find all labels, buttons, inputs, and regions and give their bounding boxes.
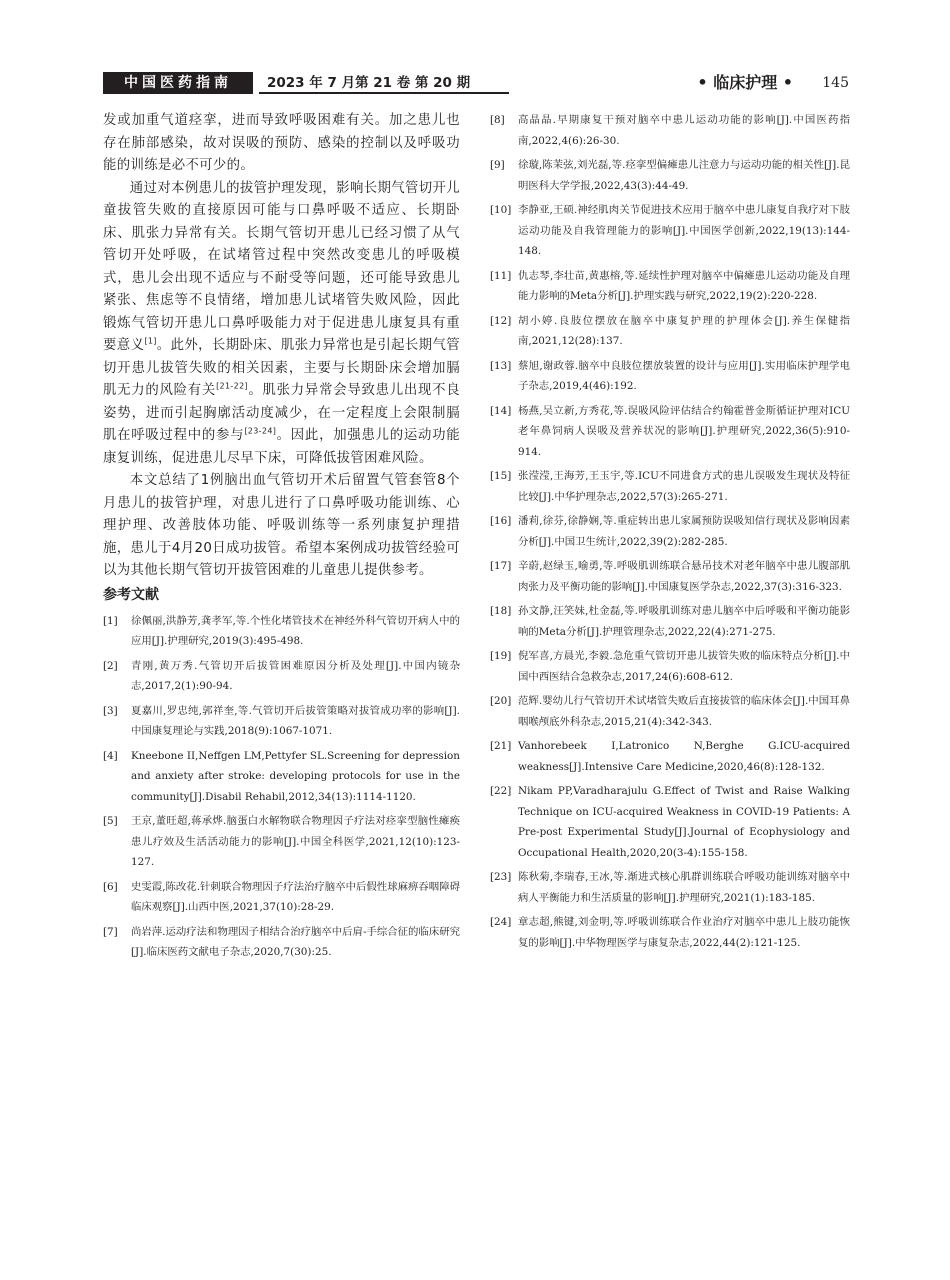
reference-item (103, 811, 460, 873)
reference-item (103, 746, 460, 808)
reference-text: 范辉.婴幼儿行气管切开术试堵管失败后直接拔管的临床体会[J].中国耳鼻咽喉颅底外科杂志,2015,21(4):342-343. (518, 695, 850, 728)
issue-info: 2023 年 7 月第 21 卷 第 20 期 (259, 72, 509, 94)
reference-number: [1] (103, 614, 118, 627)
reference-number: [4] (103, 749, 118, 762)
references-heading: 参考文献 (103, 586, 159, 603)
section-title: • 临床护理 • (697, 73, 793, 92)
reference-item (490, 867, 850, 908)
reference-text: 高晶晶.早期康复干预对脑卒中患儿运动功能的影响[J].中国医药指南,2022,4(6):26-30. (518, 114, 850, 147)
paragraph-text: 。因此，加强患儿的运动功能康复训练，促进患儿尽早下床，可降低拔管困难风险。 (103, 428, 460, 466)
reference-number: [21] (490, 740, 512, 752)
reference-text: 仇志琴,李壮苗,黄惠榕,等.延续性护理对脑卒中偏瘫患儿运动功能及自理能力影响的Meta分析[J].护理实践与研究,2022,19(2):220-228. (518, 269, 850, 302)
paragraph-text: 。此外，长期卧床、肌张力异常也是引起长期气管切开患儿拔管失败的相关因素，主要与长期卧床会增加膈肌无力的风险有关 (103, 338, 460, 398)
reference-item (103, 656, 460, 697)
reference-item (490, 601, 850, 642)
reference-text: 孙文静,汪笑妹,杜金磊,等.呼吸肌训练对患儿脑卒中后呼吸和平衡功能影响的Meta分析[J].护理管理杂志,2022,22(4):271-275. (518, 605, 850, 638)
right-column (490, 110, 850, 957)
reference-item (103, 877, 460, 918)
reference-text: 辛蔚,赵绿玉,喻勇,等.呼吸肌训练联合悬吊技术对老年脑卒中患儿腹部肌肉张力及平衡功能的影响[J].中国康复医学杂志,2022,37(3):316-323. (518, 560, 850, 593)
reference-number: [6] (103, 880, 118, 893)
paragraph-text: 通过对本例患儿的拔管护理发现，影响长期气管切开儿童拔管失败的直接原因可能与口鼻呼吸不适应、长期卧床、肌张力异常有关。长期气管切开患儿已经习惯了从气管切开处呼吸，在试堵管过程中突然改变患儿的呼吸模式，患儿会出现不适应与不耐受等问题，还可能导致患儿紧张、焦虑等不良情绪，增加患儿试堵管失败风险，因此锻炼气管切开患儿口鼻呼吸能力对于促进患儿康复具有重要意义 (103, 180, 460, 353)
reference-number: [24] (490, 916, 512, 928)
reference-item (490, 511, 850, 552)
reference-item (490, 912, 850, 953)
reference-text: 倪军喜,方晨光,李毅.急危重气管切开患儿拔管失败的临床特点分析[J].中国中西医结合急救杂志,2017,24(6):608-612. (518, 650, 850, 683)
reference-number: [22] (490, 785, 512, 797)
reference-number: [16] (490, 515, 512, 527)
reference-text: 杨燕,吴立新,方秀花,等.误吸风险评估结合约翰霍普金斯循证护理对ICU老年鼻饲病人误吸及营养状况的影响[J].护理研究,2022,36(5):910-914. (518, 404, 850, 458)
reference-number: [8] (490, 114, 505, 126)
reference-item (490, 155, 850, 196)
reference-number: [14] (490, 404, 512, 417)
reference-text: 徐璇,陈茉弦,刘光磊,等.痉挛型偏瘫患儿注意力与运动功能的相关性[J].昆明医科大学学报,2022,43(3):44-49. (518, 159, 850, 192)
reference-number: [15] (490, 470, 512, 482)
paragraph-conclusion: 本文总结了1例脑出血气管切开术后留置气管套管8个月患儿的拔管护理，对患儿进行了口鼻呼吸功能训练、心理护理、改善肢体功能、呼吸训练等一系列康复护理措施，患儿于4月20日成功拔管。希望本案例成功拔管经验可以为其他长期气管切开拔管困难的儿童患儿提供参考。 (103, 473, 460, 578)
reference-number: [23] (490, 871, 512, 883)
reference-item (103, 611, 460, 652)
reference-item (490, 311, 850, 352)
reference-text: 史雯霞,陈改花.针刺联合物理因子疗法治疗脑卒中后假性球麻痹吞咽障碍临床观察[J].山西中医,2021,37(10):28-29. (131, 880, 460, 913)
reference-text: 李静亚,王硕.神经肌肉关节促进技术应用于脑卒中患儿康复自我疗对下肢运动功能及自我管理能力的影响[J].中国医学创新,2022,19(13):144-148. (518, 204, 850, 257)
reference-number: [18] (490, 605, 512, 617)
paragraph-discussion (103, 178, 460, 471)
reference-number: [12] (490, 314, 512, 327)
reference-item (490, 266, 850, 307)
paragraph-text: 。肌张力异常会导致患儿出现不良姿势，进而引起胸廓活动度减少，在一定程度上会限制膈肌在呼吸过程中的参与 (103, 383, 460, 443)
reference-text: 张滢滢,王海芳,王玉宇,等.ICU不同进食方式的患儿误吸发生现状及特征比较[J].中华护理杂志,2022,57(3):265-271. (518, 470, 850, 503)
reference-text: 青刚,黄万秀.气管切开后拔管困难原因分析及处理[J].中国内镜杂志,2017,2(1):90-94. (131, 659, 460, 692)
reference-item (490, 466, 850, 507)
reference-text: 潘莉,徐芬,徐静娴,等.重症转出患儿家属预防误吸知信行现状及影响因素分析[J].中国卫生统计,2022,39(2):282-285. (518, 515, 850, 548)
reference-item (490, 691, 850, 732)
journal-name: 中国医药指南 (103, 72, 253, 94)
reference-item (490, 401, 850, 463)
reference-item (490, 110, 850, 151)
reference-text: 王京,董旺超,蒋承烨.脑蛋白水解物联合物理因子疗法对痉挛型脑性瘫痪患儿疗效及生活活动能力的影响[J].中国全科医学,2021,12(10):123-127. (131, 815, 460, 868)
reference-number: [7] (103, 925, 118, 938)
references-list-left (103, 611, 460, 963)
paragraph-continued: 发或加重气道痉挛，进而导致呼吸困难有关。加之患儿也存在肺部感染，故对误吸的预防、感染的控制以及呼吸功能的训练是必不可少的。 (103, 113, 460, 173)
reference-number: [5] (103, 815, 118, 827)
reference-item (490, 356, 850, 397)
reference-number: [20] (490, 695, 512, 707)
reference-item (103, 922, 460, 963)
reference-text: Nikam PP,Varadharajulu G.Effect of Twist and Raise Walking Technique on ICU-acquired Weakness in COVID-19 Patients: A Pre-post Experimental Study[J].Journal of Ecophysiology and Occupational Health,2020,20(3-4):155-158. (518, 785, 850, 859)
references-list-right (490, 110, 850, 953)
reference-text: Kneebone II,Neffgen LM,Pettyfer SL.Screening for depression and anxiety after stroke: developing protocols for use in the community[J].Disabil Rehabil,2012,34(13):1114-1120. (131, 749, 460, 803)
reference-text: 夏嘉川,罗忠纯,郭祥奎,等.气管切开后拔管策略对拔管成功率的影响[J].中国康复理论与实践,2018(9):1067-1071. (131, 704, 460, 737)
reference-item (103, 701, 460, 742)
reference-number: [10] (490, 204, 512, 216)
reference-number: [11] (490, 269, 512, 282)
reference-item (490, 781, 850, 863)
page-header (103, 72, 849, 96)
reference-text: Vanhorebeek I,Latronico N,Berghe G.ICU-acquired weakness[J].Intensive Care Medicine,2020,46(8):128-132. (518, 740, 850, 773)
reference-number: [2] (103, 659, 118, 672)
left-column (103, 110, 460, 967)
reference-text: 陈秋菊,李瑞春,王冰,等.渐进式核心肌群训练联合呼吸功能训练对脑卒中病人平衡能力和生活质量的影响[J].护理研究,2021(1):183-185. (518, 871, 850, 904)
reference-item (490, 646, 850, 687)
citation-sup: [23-24] (244, 426, 277, 436)
reference-number: [19] (490, 650, 512, 662)
reference-number: [9] (490, 159, 505, 171)
reference-text: 尚岩萍.运动疗法和物理因子相结合治疗脑卒中后肩-手综合征的临床研究[J].临床医药文献电子杂志,2020,7(30):25. (131, 925, 460, 958)
citation-sup: [21-22] (216, 381, 249, 391)
reference-text: 章志超,熊键,刘金明,等.呼吸训练联合作业治疗对脑卒中患儿上肢功能恢复的影响[J].中华物理医学与康复杂志,2022,44(2):121-125. (518, 916, 850, 949)
reference-item (490, 200, 850, 262)
reference-item (490, 556, 850, 597)
reference-number: [13] (490, 359, 512, 372)
reference-number: [17] (490, 560, 512, 572)
reference-text: 胡小婷.良肢位摆放在脑卒中康复护理的护理体会[J].养生保健指南,2021,12(28):137. (518, 314, 850, 347)
page-number: 145 (822, 75, 849, 91)
reference-number: [3] (103, 704, 118, 717)
reference-text: 蔡旭,谢政蓉.脑卒中良肢位摆放装置的设计与应用[J].实用临床护理学电子杂志,2019,4(46):192. (518, 359, 850, 392)
reference-text: 徐佩丽,洪静芳,龚孝军,等.个性化堵管技术在神经外科气管切开病人中的应用[J].护理研究,2019(3):495-498. (131, 614, 460, 647)
citation-sup: [1] (144, 336, 157, 346)
reference-item (490, 736, 850, 777)
